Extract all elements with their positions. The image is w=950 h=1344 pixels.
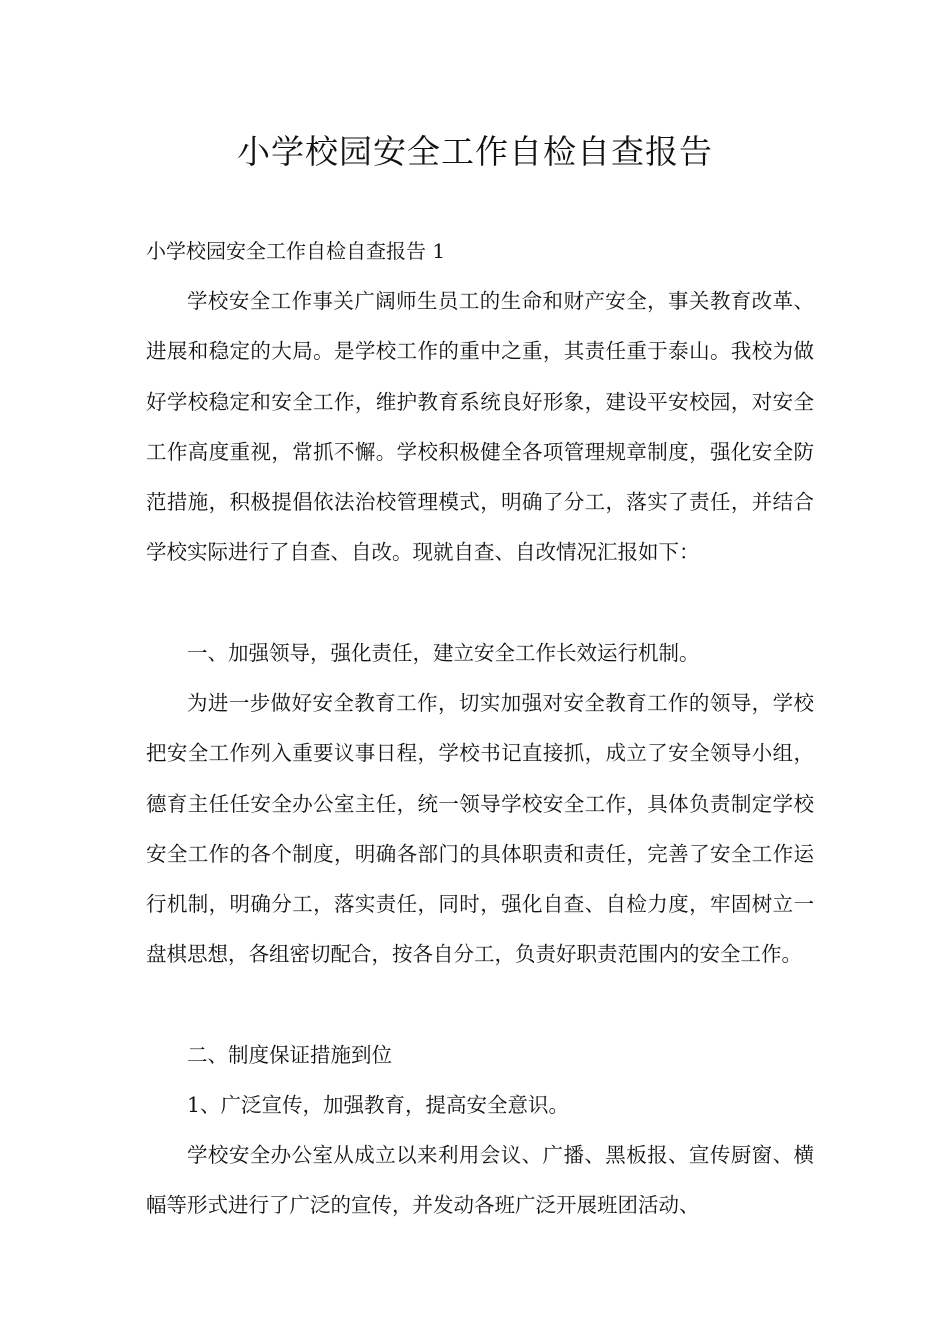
paragraph-intro: 学校安全工作事关广阔师生员工的生命和财产安全，事关教育改革、进展和稳定的大局。是学校工作的重中之重，其责任重于泰山。我校为做好学校稳定和安全工作，维护教育系统良好形象，建设平安校园，对安全工作高度重视，常抓不懈。学校积极健全各项管理规章制度，强化安全防范措施，积极提倡依法治校管理模式，明确了分工，落实了责任，并结合学校实际进行了自查、自改。现就自查、自改情况汇报如下：: [146, 289, 814, 565]
paragraph-subsection-1: 学校安全办公室从成立以来利用会议、广播、黑板报、宣传厨窗、横幅等形式进行了广泛的宣传，并发动各班广泛开展班团活动、: [146, 1143, 814, 1218]
document-title: 小学校园安全工作自检自查报告: [237, 132, 713, 171]
section-heading-1: 一、加强领导，强化责任，建立安全工作长效运行机制。: [187, 641, 700, 665]
subsection-heading-1: 1、广泛宣传，加强教育，提高安全意识。: [187, 1093, 570, 1117]
paragraph-section-1: 为进一步做好安全教育工作，切实加强对安全教育工作的领导，学校把安全工作列入重要议事日程，学校书记直接抓，成立了安全领导小组，德育主任任安全办公室主任，统一领导学校安全工作，具体负责制定学校安全工作的各个制度，明确各部门的具体职责和责任，完善了安全工作运行机制，明确分工，落实责任，同时，强化自查、自检力度，牢固树立一盘棋思想，各组密切配合，按各自分工，负责好职责范围内的安全工作。: [146, 691, 814, 967]
document-subtitle: 小学校园安全工作自检自查报告 1: [146, 239, 446, 263]
section-heading-2: 二、制度保证措施到位: [187, 1043, 392, 1067]
